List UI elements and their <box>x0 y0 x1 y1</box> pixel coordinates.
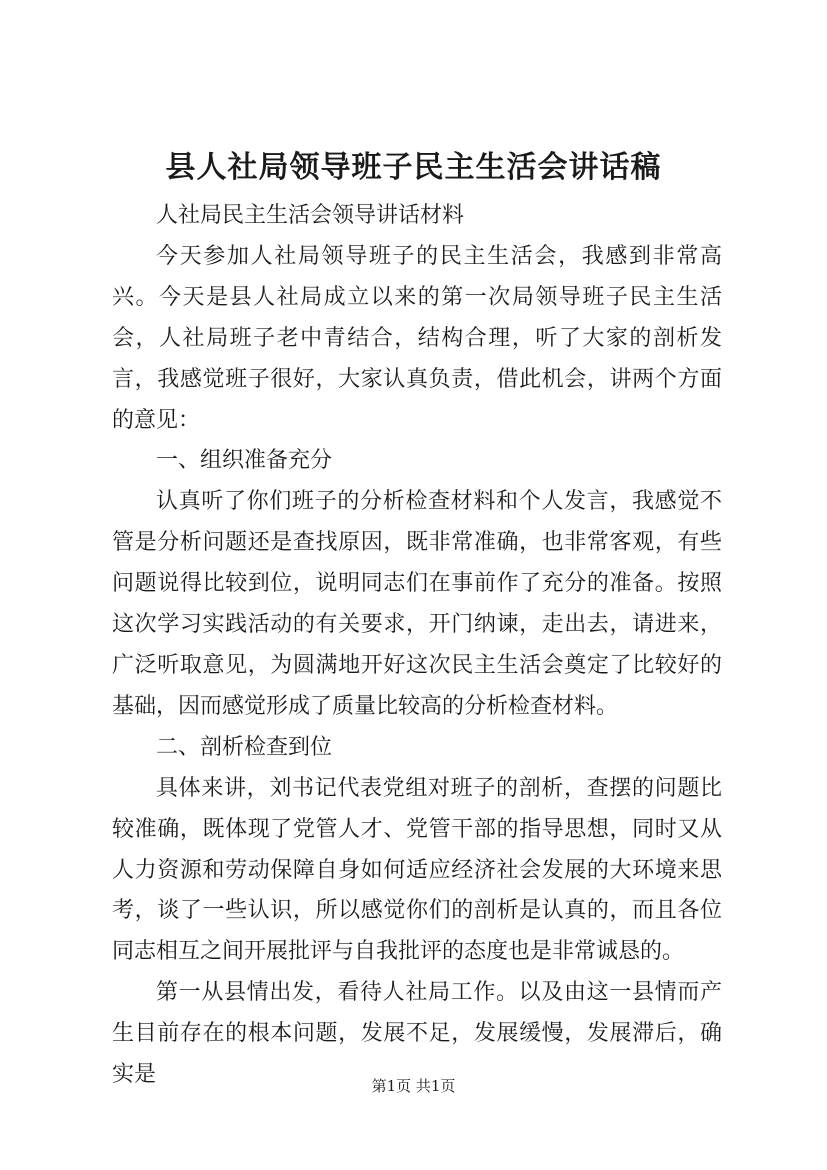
document-body <box>112 196 722 1096</box>
section-heading: 二、剖析检查到位 <box>156 734 333 760</box>
page-footer: 第1页 共1页 <box>371 1077 456 1095</box>
section-heading: 一、组织准备充分 <box>156 448 333 474</box>
document-title: 县人社局领导班子民主生活会讲话稿 <box>165 150 662 185</box>
body-paragraph: 认真听了你们班子的分析检查材料和个人发言，我感觉不管是分析问题还是查找原因，既非常准确，也非常客观，有些问题说得比较到位，说明同志们在事前作了充分的准备。按照这次学习实践活动的有关要求，开门纳谏，走出去，请进来，广泛听取意见，为圆满地开好这次民主生活会奠定了比较好的基础，因而感觉形成了质量比较高的分析检查材料。 <box>112 489 722 719</box>
subtitle-paragraph: 人社局民主生活会领导讲话材料 <box>156 203 465 228</box>
body-paragraph: 今天参加人社局领导班子的民主生活会，我感到非常高兴。今天是县人社局成立以来的第一次局领导班子民主生活会，人社局班子老中青结合，结构合理，听了大家的剖析发言，我感觉班子很好，大家认真负责，借此机会，讲两个方面的意见： <box>112 243 722 433</box>
body-paragraph: 第一从县情出发，看待人社局工作。以及由这一县情而产生目前存在的根本问题，发展不足，发展缓慢，发展滞后，确实是 <box>112 980 722 1088</box>
body-paragraph: 具体来讲，刘书记代表党组对班子的剖析，查摆的问题比较准确，既体现了党管人才、党管干部的指导思想，同时又从人力资源和劳动保障自身如何适应经济社会发展的大环境来思考，谈了一些认识，所以感觉你们的剖析是认真的，而且各位同志相互之间开展批评与自我批评的态度也是非常诚恳的。 <box>112 775 722 965</box>
